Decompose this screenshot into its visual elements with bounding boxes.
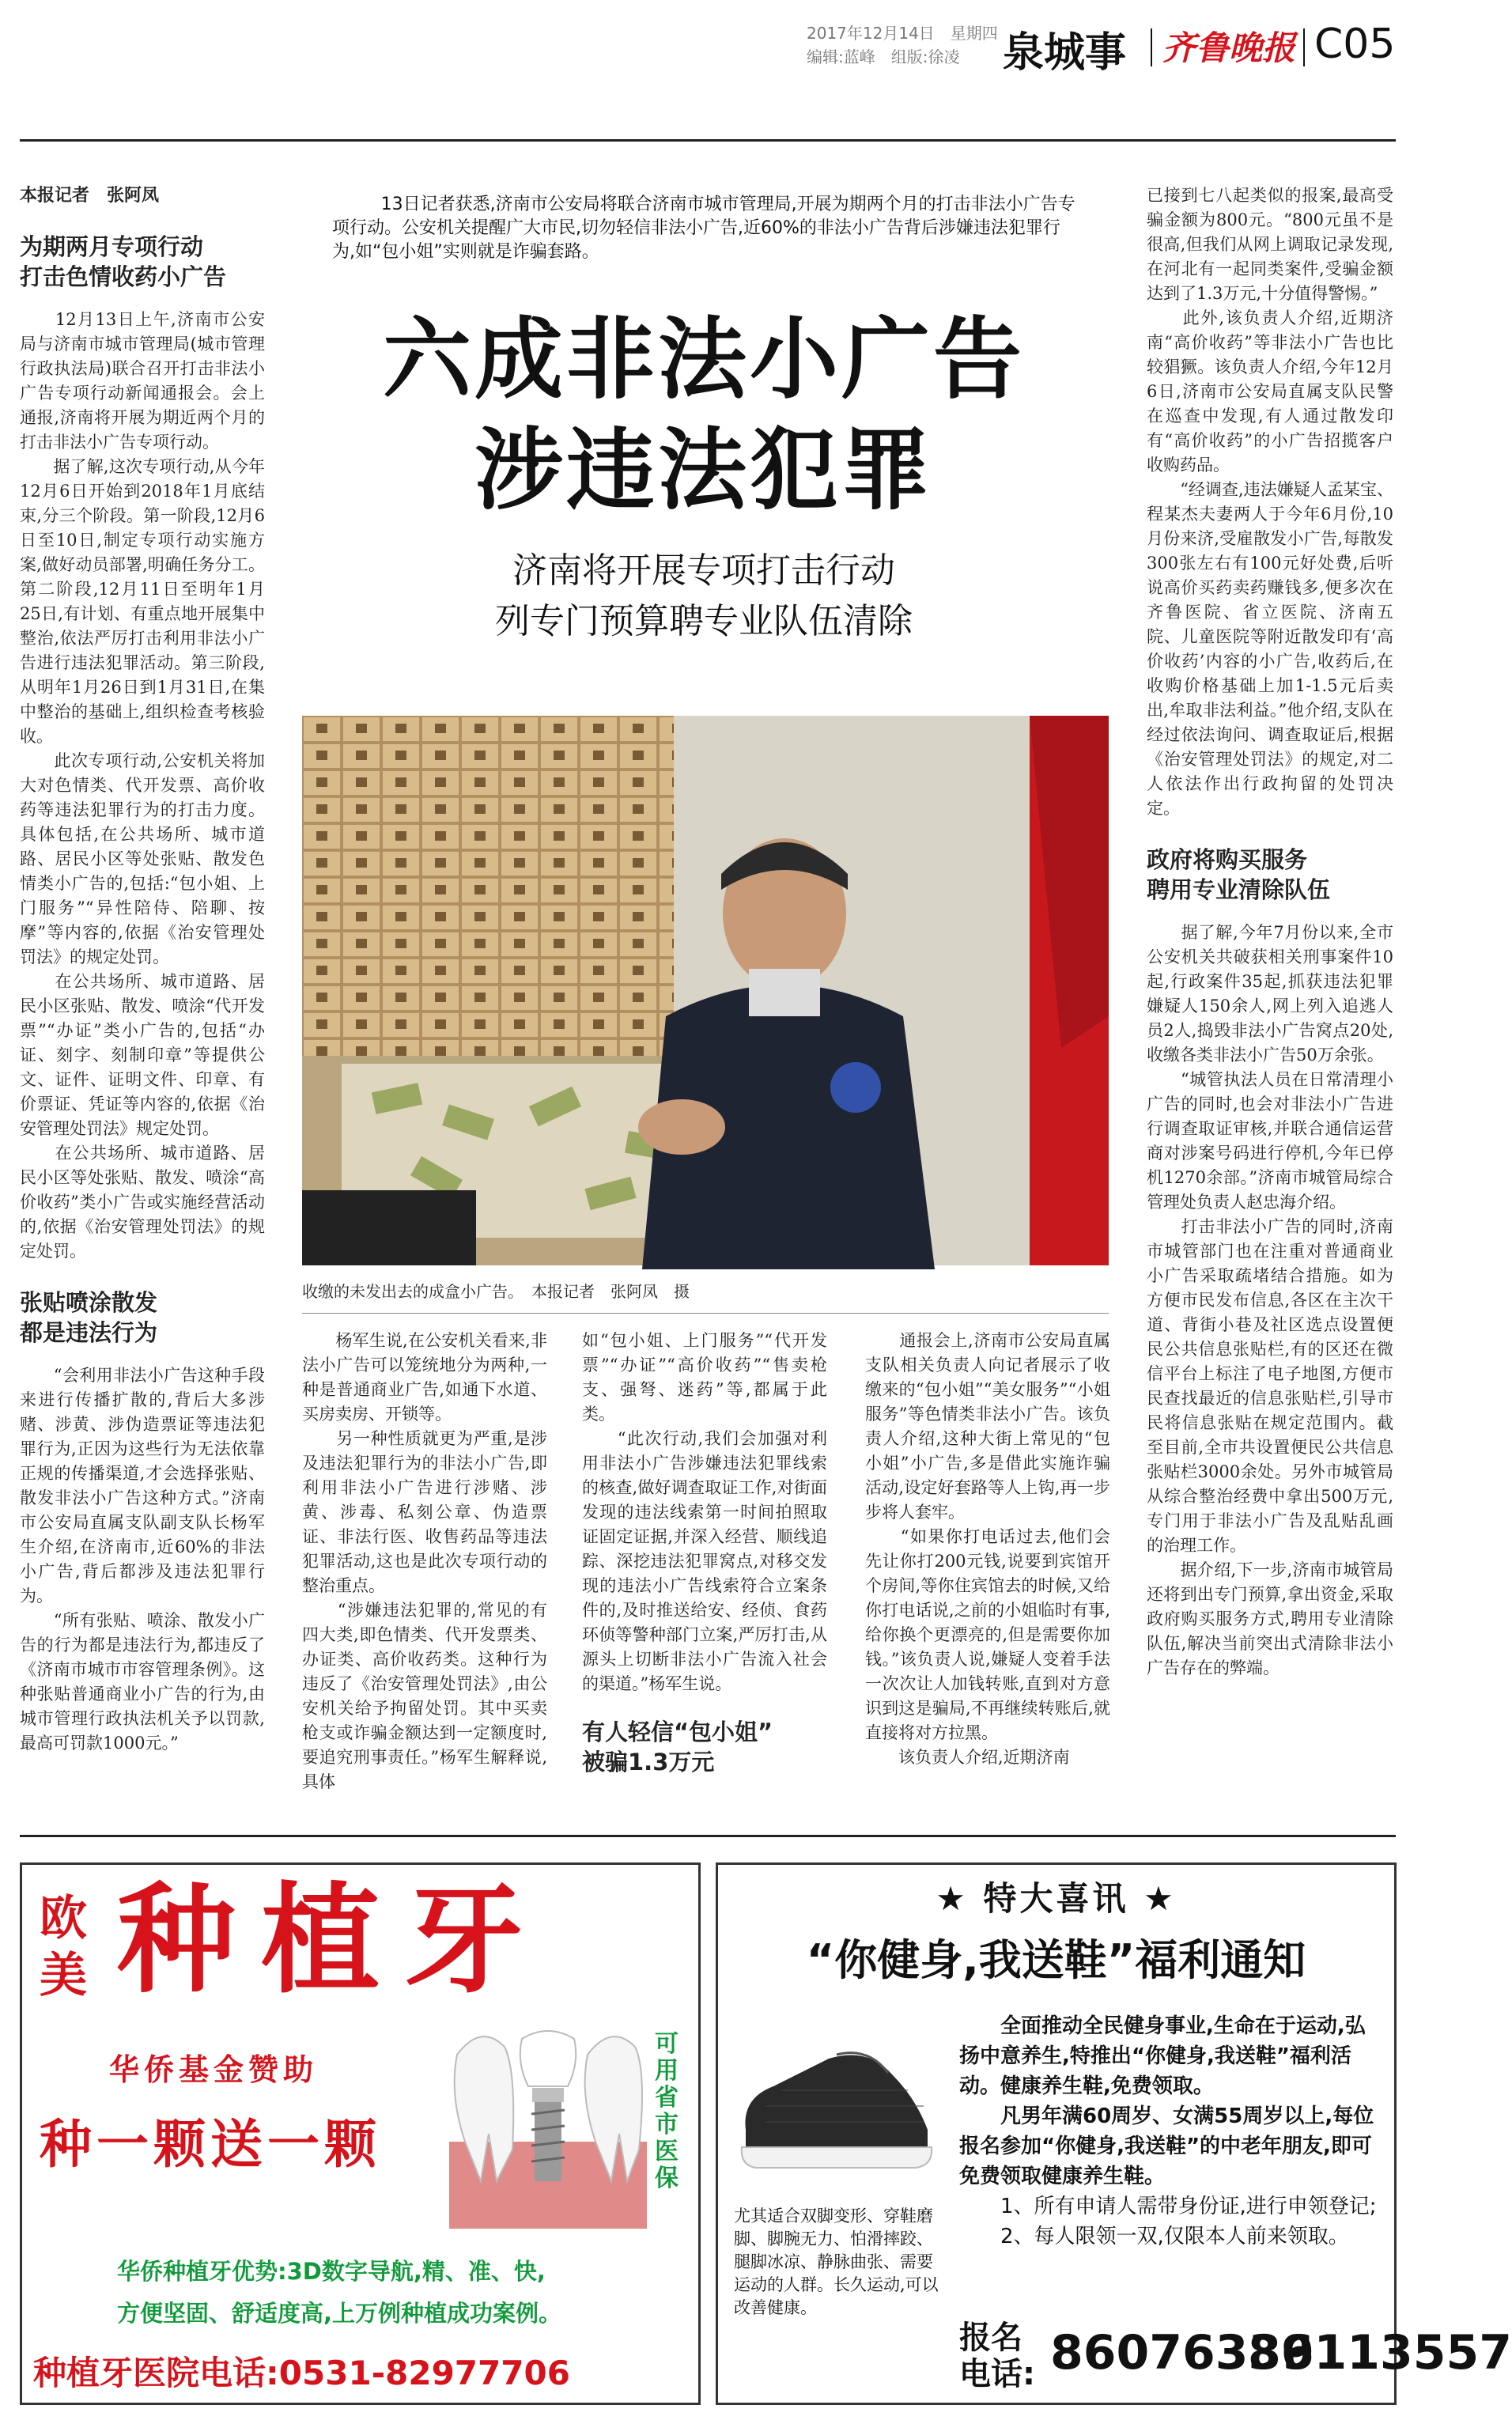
photo-rule (302, 1313, 1109, 1314)
ad-sponsor: 华侨基金赞助 (109, 2052, 319, 2087)
ad-title: 种植牙 (117, 1870, 550, 2010)
masthead-editors: 编辑:蓝峰 组版:徐凌 (807, 47, 960, 66)
phone-label-line-1: 报名 (959, 2320, 1022, 2356)
implant-ad (20, 1862, 701, 2405)
ad-side-note: 可用省市医保 (655, 2030, 679, 2192)
photo-illustration (302, 716, 1109, 1265)
ad-prefix-bottom: 美 (40, 1948, 87, 2003)
column-4 (582, 1329, 827, 1803)
shoe-ad-title: “你健身,我送鞋”福利通知 (806, 1935, 1306, 1985)
section-text-5: 通报会上,济南市公安局直属支队相关负责人向记者展示了收缴来的“包小姐”“美女服务”“小姐服务”等色情类非法小广告。该负责人介绍,这种大街上常见的“包小姐”小广告,多是借此实施诈骗活动,设定好套路等人上钩,再一步步将人套牢。 “如果你打电话过去,他们会先让你打200元钱,说要到宾馆开个房间,等你住宾馆去的时候,又给你打电话说,之前的小姐临时有事,给你换个更漂亮的,但是需要你加钱。”该负责人说,嫌疑人变着手法一次次让人加钱转账,直到对方意识到这是骗局,不再继续转账后,就直接将对方拉黑。 该负责人介绍,近期济南 (865, 1331, 1110, 1767)
shoe-phone-label (959, 2320, 1035, 2392)
ad-rule (20, 1835, 1396, 1837)
ad-advantage-1: 华侨种植牙优势:3D数字导航,精、准、快, (117, 2258, 546, 2285)
shoe-ad-paragraph-2: 凡男年满60周岁、女满55周岁以上,每位报名参加“你健身,我送鞋”的中老年朋友,即可免费领取健康养生鞋。 (959, 2104, 1374, 2188)
byline: 本报记者 张阿凤 (20, 186, 160, 206)
shoe-icon (734, 2011, 939, 2193)
ad-slogan: 种一颗送一颗 (40, 2114, 381, 2175)
masthead-rule (20, 139, 1396, 142)
section-text-1: 12月13日上午,济南市公安局与济南市城市管理局(城市管理行政执法局)联合召开打击非法小广告专项行动新闻通报会。会上通报,济南将开展为期近两个月的打击非法小广告专项行动。 据了解,这次专项行动,从今年12月6日开始到2018年1月底结束,分三个阶段。第一阶段,12月6日至10日,制定专项行动实施方案,做好动员部署,明确任务分工。第二阶段,12月11日至明年1月25日,有计划、有重点地开展集中整治,依法严厉打击利用非法小广告进行违法犯罪活动。第三阶段,从明年1月26日到1月31日,在集中整治的基础上,组织检查考核验收。 此次专项行动,公安机关将加大对色情类、代开发票、高价收药等违法犯罪行为的打击力度。具体包括,在公共场所、城市道路、居民小区等处张贴、散发色情类小广告的,包括:“包小姐、上门服务”“异性陪侍、陪聊、按摩”等内容的,依据《治安管理处罚法》的规定处罚。 在公共场所、城市道路、居民小区张贴、散发、喷涂“代开发票”“办证”类小广告的,包括“办证、刻字、刻制印章”等提供公文、证件、证明文件、印章、有价票证、凭证等内容的,依据《治安管理处罚法》规定处罚。 在公共场所、城市道路、居民小区等处张贴、散发、喷涂“高价收药”类小广告或实施经营活动的,依据《治安管理处罚法》的规定处罚。 (20, 310, 265, 1261)
shoe-ad-rule-2: 2、每人限领一双,仅限本人前来领取。 (1000, 2225, 1349, 2248)
section-title-4: 有人轻信“包小姐” 被骗1.3万元 (582, 1719, 773, 1775)
shoe-ad-paragraph-1: 全面推动全民健身事业,生命在于运动,弘扬中意养生,特推出“你健身,我送鞋”福利活动。健康养生鞋,免费领取。 (959, 2014, 1366, 2098)
news-photo (302, 716, 1109, 1265)
subheadline-line-2: 列专门预算聘专业队伍清除 (495, 601, 913, 641)
page-number: C05 (1314, 21, 1396, 68)
column-3 (302, 1329, 547, 1803)
shoe-ad-banner: ★ 特大喜讯 ★ (936, 1879, 1177, 1918)
masthead (0, 0, 1412, 79)
shoe-phone-1: 86076339 (1050, 2325, 1314, 2381)
ad-prefix-top: 欧 (40, 1891, 87, 1946)
section-text-2: “会利用非法小广告这种手段来进行传播扩散的,背后大多涉赌、涉黄、涉伪造票证等违法犯罪行为,正因为这些行为无法依靠正规的传播渠道,才会选择张贴、散发非法小广告这种方式。”济南市公安局直属支队副支队长杨军生介绍,在济南市,近60%的非法小广告,背后都涉及违法犯罪行为。 “所有张贴、喷涂、散发小广告的行为都是违法行为,都违反了《济南市城市市容管理条例》。这种张贴普通商业小广告的行为,由城市管理行政执法机关予以罚款,最高可罚款1000元。” (20, 1366, 265, 1753)
shoe-caption: 尤其适合双脚变形、穿鞋磨脚、脚腕无力、怕滑摔跤、腿脚冰凉、静脉曲张、需要运动的人群。长久运动,可以改善健康。 (734, 2207, 939, 2317)
section-title-2: 张贴喷涂散发 都是违法行为 (20, 1289, 158, 1346)
shoe-ad (716, 1862, 1512, 2405)
left-column (20, 183, 265, 1753)
ad-phone: 种植牙医院电话:0531-82977706 (33, 2354, 570, 2392)
shoe-ad-rule-1: 1、所有申请人需带身份证,进行申领登记; (1000, 2195, 1377, 2218)
headline-line-1: 六成非法小广告 (383, 308, 1025, 411)
headline (308, 304, 1099, 526)
photo-caption: 收缴的未发出去的成盒小广告。 本报记者 张阿凤 摄 (302, 1282, 690, 1301)
shoe-phone-2: 86113557 (1248, 2325, 1512, 2381)
section-text-6: 已接到七八起类似的报案,最高受骗金额为800元。“800元虽不是很高,但我们从网上调取记录发现,在河北有一起同类案件,受骗金额达到了1.3万元,十分值得警惕。” 此外,该负责人介绍,近期济南“高价收药”等非法小广告也比较猖獗。该负责人介绍,今年12月6日,济南市公安局直属支队民警在巡查中发现,有人通过散发印有“高价收药”的小广告招揽客户收购药品。 “经调查,违法嫌疑人孟某宝、程某杰夫妻两人于今年6月份,10月份来济,受雇散发小广告,每散发300张左右有100元好处费,后听说高价买药卖药赚钱多,便多次在齐鲁医院、省立医院、济南五院、儿童医院等附近散发印有‘高价收药’内容的小广告,收药后,在收购价格基础上加1-1.5元后卖出,牟取非法利益。”他介绍,支队在经过依法询问、调查取证后,根据《治安管理处罚法》的规定,对二人依法作出行政拘留的处罚决定。 (1147, 186, 1393, 818)
tooth-illustration (449, 2023, 647, 2229)
section-text-7: 据了解,今年7月份以来,全市公安机关共破获相关刑事案件10起,行政案件35起,抓获违法犯罪嫌疑人150余人,网上列入追逃人员2人,捣毁非法小广告窝点20处,收缴各类非法小广告50万余张。 “城管执法人员在日常清理小广告的同时,也会对非法小广告进行调查取证审核,并联合通信运营商对涉案号码进行停机,今年已停机1270余部。”济南市城管局综合管理处负责人赵忠海介绍。 打击非法小广告的同时,济南市城管部门也在注重对普通商业小广告采取疏堵结合措施。如为方便市民发布信息,各区在主次干道、背街小巷及社区选点设置便民公共信息张贴栏,有的区还在微信平台上标注了电子地图,方便市民查找最近的信息张贴栏,引导市民将信息张贴在规定范围内。截至目前,全市共设置便民公共信息张贴栏3000余处。另外市城管局从综合整治经费中拿出500万元,专门用于非法小广告及乱贴乱画的治理工作。 据介绍,下一步,济南市城管局还将到出专门预算,拿出资金,采取政府购买服务方式,聘用专业清除队伍,解决当前突出式清除非法小广告存在的弊端。 (1147, 923, 1393, 1677)
divider-bar (1151, 28, 1152, 66)
lead-paragraph: 13日记者获悉,济南市公安局将联合济南市城市管理局,开展为期两个月的打击非法小广告专项行动。公安机关提醒广大市民,切勿轻信非法小广告,近60%的非法小广告背后涉嫌违法犯罪行为,如“包小姐”实则就是诈骗套路。 (332, 195, 1075, 262)
masthead-date: 2017年12月14日 星期四 (807, 24, 998, 43)
column-5 (865, 1329, 1110, 1803)
ad-advantage-2: 方便坚固、舒适度高,上万例种植成功案例。 (117, 2300, 562, 2327)
section-text-3: 杨军生说,在公安机关看来,非法小广告可以笼统地分为两种,一种是普通商业广告,如通下水道、买房卖房、开锁等。 另一种性质就更为严重,是涉及违法犯罪行为的非法小广告,即利用非法小广告进行涉赌、涉黄、涉毒、私刻公章、伪造票证、非法行医、收售药品等违法犯罪活动,这也是此次专项行动的整治重点。 “涉嫌违法犯罪的,常见的有四大类,即色情类、代开发票类、办证类、高价收药类。这种行为违反了《治安管理处罚法》,由公安机关给予拘留处罚。其中买卖枪支或诈骗金额达到一定额度时,要追究刑事责任。”杨军生解释说,具体 (302, 1331, 547, 1791)
subheadline (308, 546, 1099, 647)
shoe-image (734, 2011, 939, 2193)
subheadline-line-1: 济南将开展专项打击行动 (512, 550, 895, 591)
section-name: 泉城事 (1003, 29, 1127, 77)
shoe-ad-body (959, 2011, 1378, 2252)
section-title-6: 政府将购买服务 聘用专业清除队伍 (1147, 846, 1331, 903)
phone-label-line-2: 电话: (959, 2356, 1035, 2392)
section-title-1: 为期两月专项行动 打击色情收药小广告 (20, 233, 227, 290)
divider-bar (1303, 28, 1305, 66)
right-column (1147, 183, 1393, 1677)
tooth-icon (449, 2023, 647, 2229)
section-text-4: 如“包小姐、上门服务”“代开发票”“办证”“高价收药”“售卖枪支、强弩、迷药”等,都属于此类。 “此次行动,我们会加强对利用非法小广告涉嫌违法犯罪线索的核查,做好调查取证工作,对街面发现的违法线索第一时间拍照取证固定证据,并深入经营、顺线追踪、深挖违法犯罪窝点,对移交发现的违法小广告线索符合立案条件的,及时推送给安、经侦、食药环侦等警种部门立案,严厉打击,从源头上切断非法小广告流入社会的渠道。”杨军生说。 (582, 1331, 827, 1693)
paper-logo: 齐鲁晚报 (1162, 28, 1296, 67)
headline-line-2: 涉违法犯罪 (474, 419, 933, 522)
